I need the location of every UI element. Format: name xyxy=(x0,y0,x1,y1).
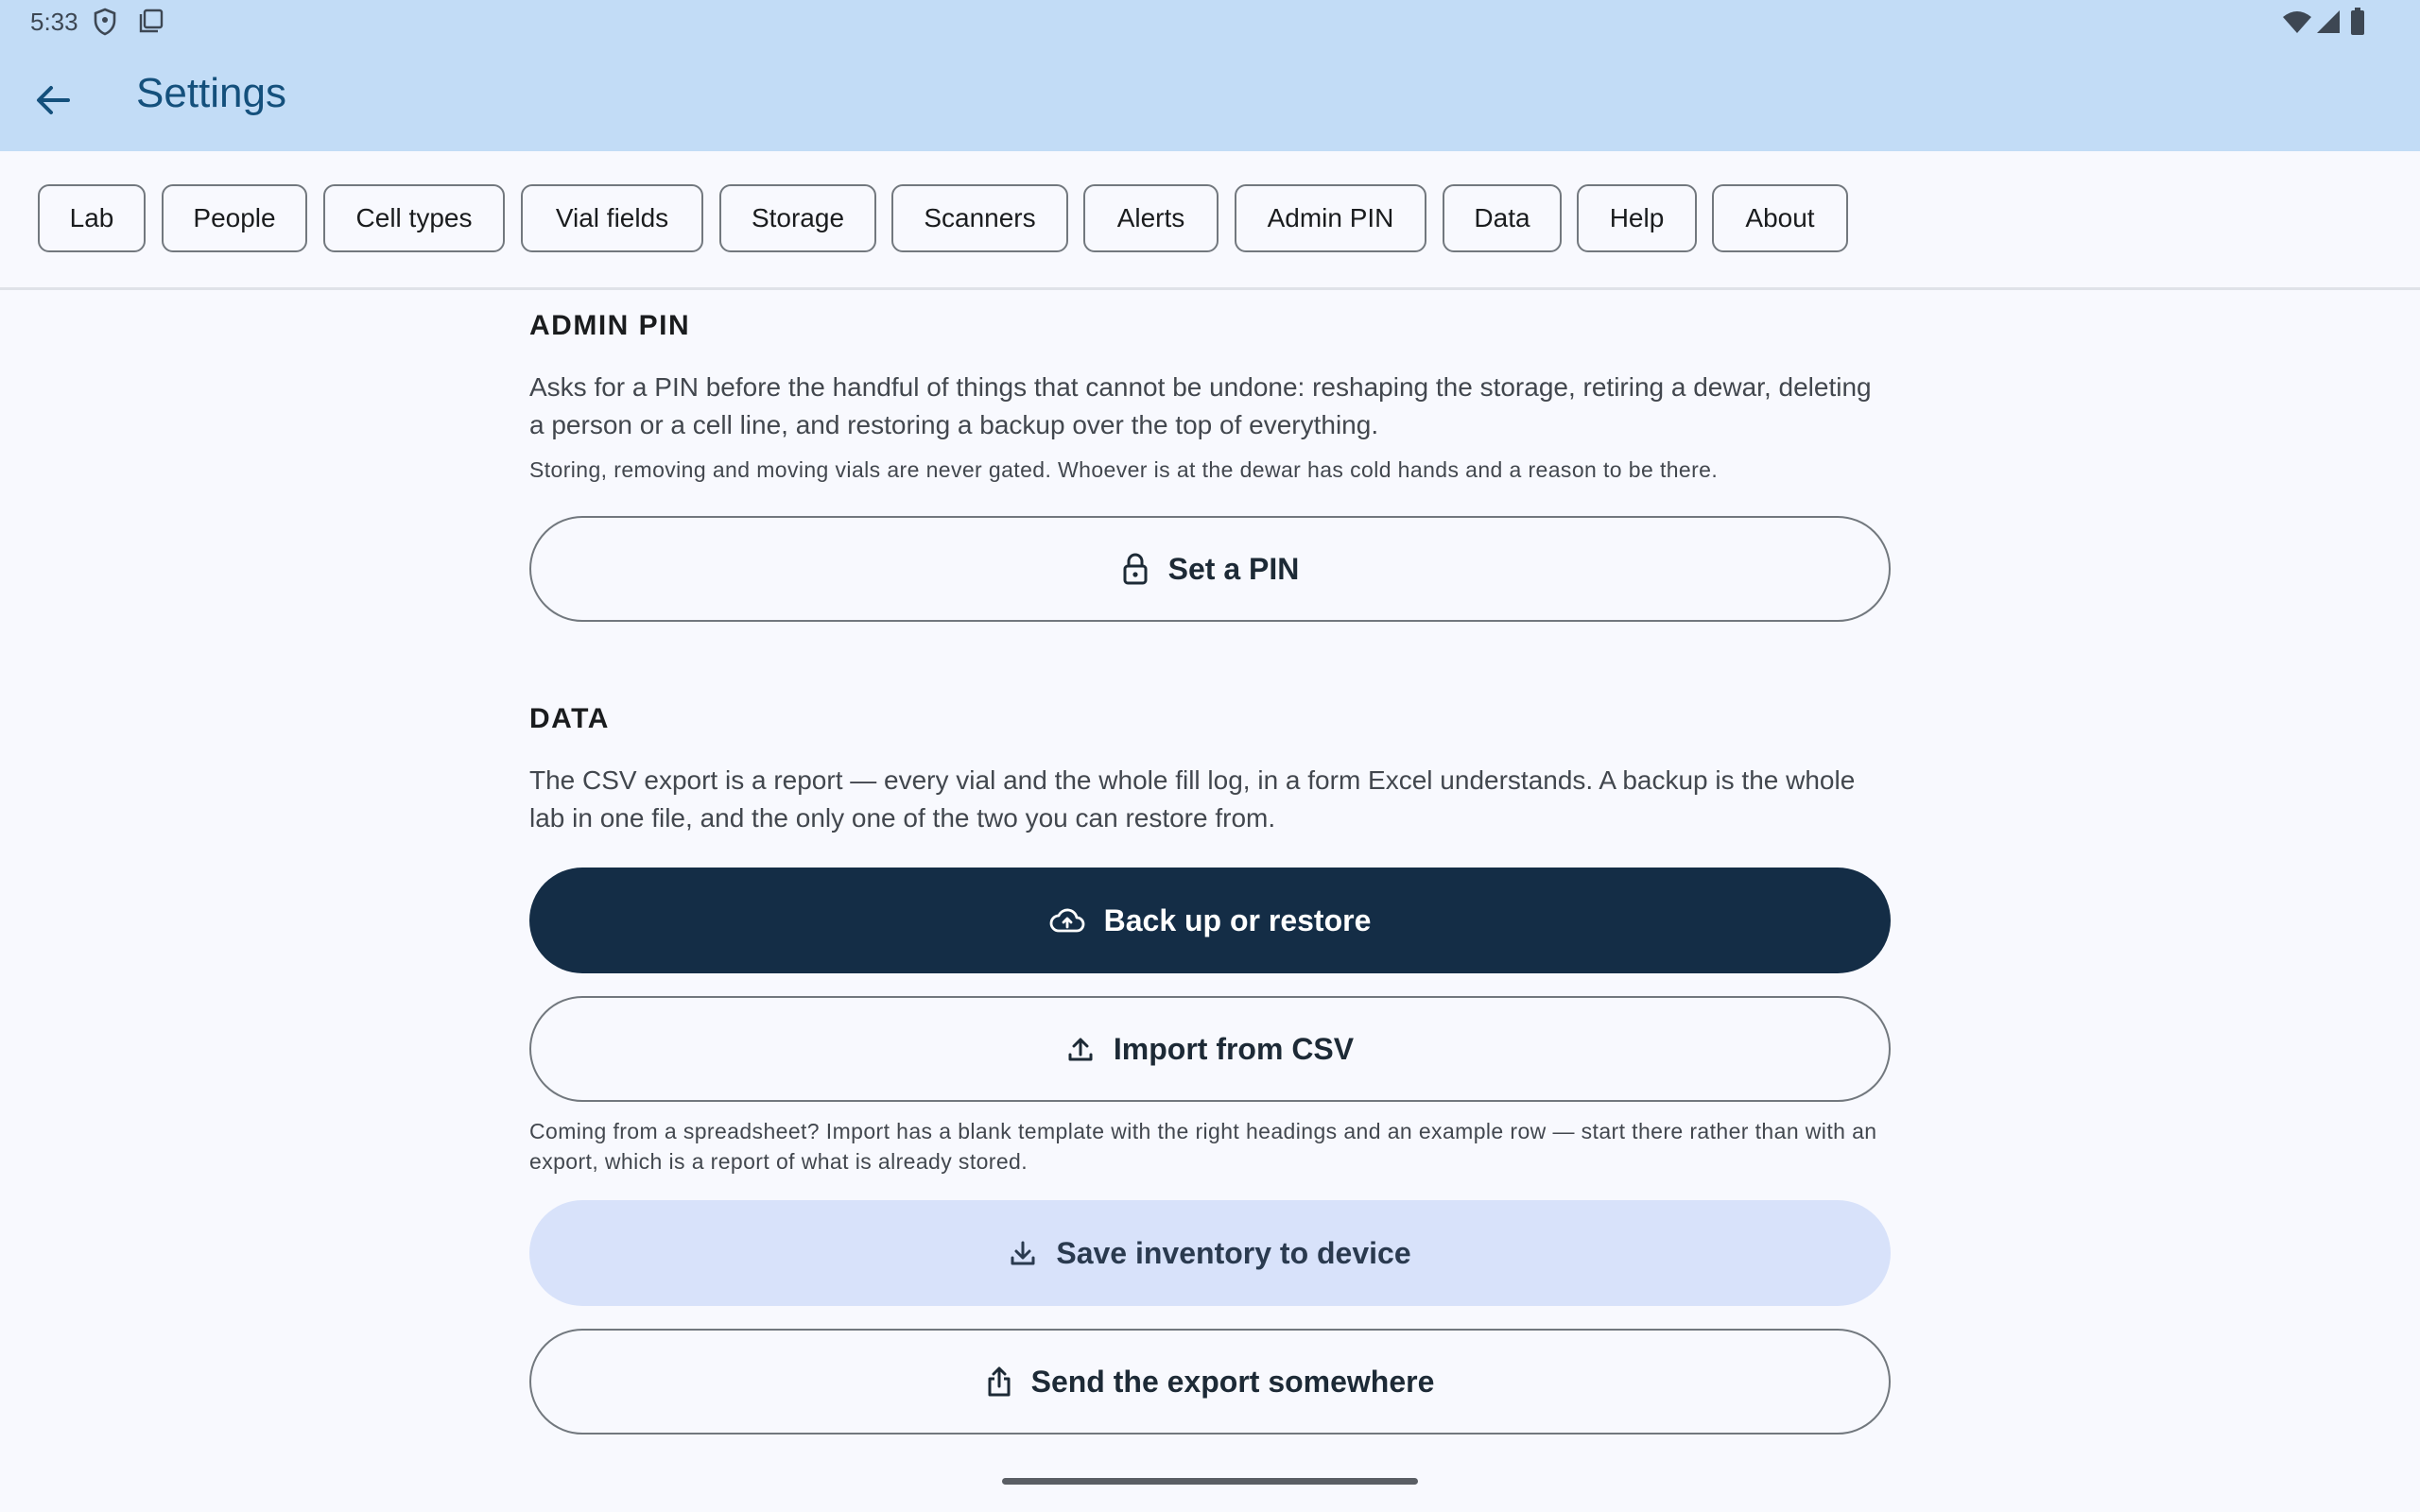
section-tabs xyxy=(0,151,2420,290)
tab-scanners[interactable]: Scanners xyxy=(891,184,1068,252)
cloud-upload-icon xyxy=(1049,906,1085,935)
admin-pin-description: Asks for a PIN before the handful of things that cannot be undone: reshaping the storage, retiring a dewar, deleting a person or a cell line, and restoring a backup over the top of everything. xyxy=(529,372,1872,439)
download-icon xyxy=(1009,1239,1037,1267)
import-csv-button[interactable] xyxy=(529,996,1891,1102)
lock-icon xyxy=(1121,553,1150,585)
battery-icon xyxy=(2350,8,2365,41)
data-description: The CSV export is a report — every vial and the whole fill log, in a form Excel understands. A backup is the whole lab in one file, and the only one of the two you can restore from. xyxy=(529,765,1856,833)
app-bar xyxy=(0,0,2420,151)
set-pin-label: Set a PIN xyxy=(1167,551,1300,586)
signal-icon xyxy=(2316,9,2341,39)
save-inventory-label: Save inventory to device xyxy=(1056,1235,1411,1270)
import-csv-label: Import from CSV xyxy=(1113,1031,1355,1066)
status-time: 5:33 xyxy=(30,8,78,36)
screenshot-icon xyxy=(138,8,164,39)
tab-data[interactable]: Data xyxy=(1443,184,1562,252)
tab-storage[interactable]: Storage xyxy=(719,184,876,252)
set-pin-button[interactable] xyxy=(529,516,1891,622)
data-heading: DATA xyxy=(529,703,610,734)
tab-admin-pin[interactable]: Admin PIN xyxy=(1235,184,1426,252)
arrow-back-icon xyxy=(26,74,79,127)
shield-icon xyxy=(93,8,117,41)
tab-lab[interactable]: Lab xyxy=(38,184,146,252)
import-note: Coming from a spreadsheet? Import has a blank template with the right headings and an example row — start there rather than with an export, which is a report of what is already stored. xyxy=(529,1119,1877,1174)
home-indicator[interactable] xyxy=(1002,1478,1418,1485)
back-button[interactable] xyxy=(26,74,79,127)
tab-people[interactable]: People xyxy=(162,184,307,252)
tab-alerts[interactable]: Alerts xyxy=(1083,184,1219,252)
admin-pin-note: Storing, removing and moving vials are never gated. Whoever is at the dewar has cold hands and a reason to be there. xyxy=(529,457,1719,482)
backup-restore-button[interactable] xyxy=(529,868,1891,973)
send-export-label: Send the export somewhere xyxy=(1030,1364,1435,1399)
save-inventory-button[interactable] xyxy=(529,1200,1891,1306)
share-icon xyxy=(986,1366,1012,1398)
tab-help[interactable]: Help xyxy=(1577,184,1697,252)
send-export-button[interactable] xyxy=(529,1329,1891,1435)
tab-about[interactable]: About xyxy=(1712,184,1848,252)
backup-restore-label: Back up or restore xyxy=(1103,902,1372,937)
page-title: Settings xyxy=(136,70,286,116)
wifi-icon xyxy=(2282,9,2312,39)
tab-cell-types[interactable]: Cell types xyxy=(323,184,505,252)
upload-icon xyxy=(1066,1035,1095,1063)
tab-vial-fields[interactable]: Vial fields xyxy=(521,184,703,252)
admin-pin-heading: ADMIN PIN xyxy=(529,310,691,341)
